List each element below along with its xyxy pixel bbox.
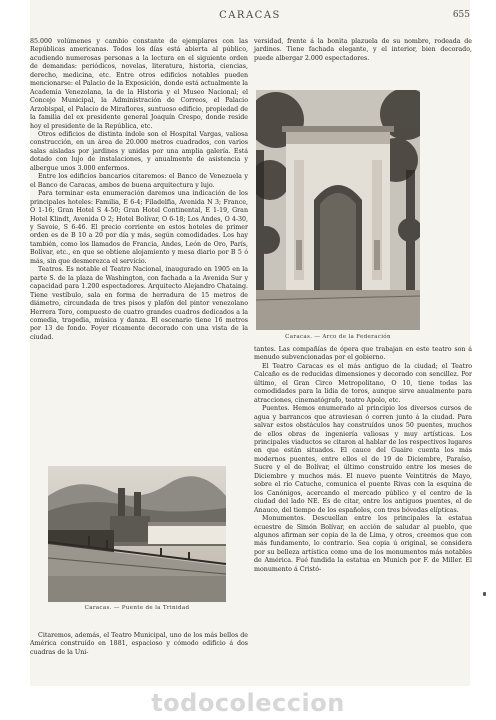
paragraph: Teatros. Es notable el Teatro Nacional, inaugurado en 1905 en la parte S. de la plaza de Washington, con fachada a la Avenida Sur y capacidad para 1.200 espectadores. Arquitecto Alejandro Chataing. Tiene vestíbulo, sala en forma de herradura de 15 metros de diámetro, circundada de tres pisos y plafón del pintor venezolano Herrera Toro, compuesto de cuatro grandes cuadros dedicados a la comedia, tragedia, música y danza. El escenario tiene 16 metros por 13 de fondo. Foyer ricamente decorado con una vista de la ciudad.: [30, 266, 248, 341]
figure-caption: Caracas. — Arco de la Federación: [285, 334, 391, 340]
paragraph: Puentes. Hemos enumerado al principio los diversos cursos de agua y barrancos que atraviesan ó corren junto á la ciudad. Para salvar estos obstáculos hay construídos unos 50 puentes, muchos de ellos obras de ingeniería valiosas y muy artísticas. Los principales viaductos se citaron al hablar de los respectivos lugares en que están situados. El cauce del Guaire cuenta los más modernos puentes, entre ellos el de 19 de Diciembre, Paraíso, Sucre y el de Bolívar, el último construído entre los meses de Diciembre y muchos más. El nuevo puente Veintitrés de Mayo, sobre el río Catuche, comunica el puente Rivas con la esquina de los Canónigos, acercando el mercado público y el centro de la ciudad del lado NE. Es de citar, entre los antiguos puentes, el de Anauco, del tiempo de los españoles, con tres bóvedas elípticas.: [254, 405, 472, 514]
figure-puente-trinidad: [48, 466, 226, 611]
paragraph: Monumentos. Descuellan entre los principales la estatua ecuestre de Simón Bolívar, en acción de saludar al pueblo, que algunos afirman ser copia de la de Lima, y otros, creemos que con más fundamento, lo contrario. Sea copia ú original, se considera por su belleza artística como una de los monumentos más notables de América. Fué fundida la estatua en Munich por F. de Miller. El monumento á Cristó-: [254, 515, 472, 573]
paragraph: Para terminar esta enumeración daremos una indicación de los principales hoteles: Familia, E 6-4; Filadelfia, Avenida N 3; France, O 1-16; Gran Hotel S 4-50; Gran Hotel Continental, E 1-19, Gran Hotel Klindt, Avenida O 2; Hotel Bolívar, O 6-18; Los Andes, O 4-30, y Savoie, S 6-46. El precio corriente en estos hoteles de primer orden es de B 10 a 20 por día y más, según comodidades. Los hay también, como los llamados de Francia, Andes, León de Oro, París, Bolívar, etc., en que se obtiene alojamiento y mesa diario por B 5 ó más, sin que desmerezca el servicio.: [30, 190, 248, 265]
page-number: 655: [452, 10, 470, 20]
paragraph: 85.000 volúmenes y cambio constante de ejemplares con las Repúblicas americanas. Todos los días está abierta al público, acudiendo numerosas personas a la lectura en el siguiente orden de demandas: periódicos, novelas, literatura, historia, ciencias, derecho, medicina, etc. Entre otros edificios notables pueden mencionarse: el Palacio de la Exposición, donde está actualmente la Academia Venezolana, la de la Historia y el Museo Nacional; el Concejo Municipal, la Administración de Correos, el Palacio Arzobispal, el Palacio de Miraflores, suntuoso edificio, propiedad de la familia del ex presidente general Joaquín Crespo, donde reside hoy el presidente de la República, etc.: [30, 38, 248, 130]
left-column: [30, 38, 248, 342]
paragraph: tantes. Las compañías de ópera que trabajan en este teatro son á menudo subvencionadas por el gobierno.: [254, 346, 472, 362]
paragraph: Citaremos, además, el Teatro Municipal, uno de los más bellos de América construído en 1881, espacioso y cómodo edificio á dos cuadras de la Uni-: [30, 632, 248, 656]
engraving-photo: [48, 466, 226, 602]
bridge-engraving: [48, 466, 226, 602]
running-title: CARACAS: [219, 10, 281, 21]
figure-caption: Caracas. — Puente de la Trinidad: [84, 605, 190, 611]
watermark: todocoleccion: [0, 686, 496, 720]
left-column-bottom: [30, 632, 248, 657]
pencil-mark: [483, 592, 486, 596]
figure-arco-federacion: [256, 90, 420, 340]
arch-engraving: [256, 90, 420, 330]
paragraph: Entre los edificios bancarios citaremos: el Banco de Venezuela y el Banco de Caracas, ambos de buena arquitectura y lujo.: [30, 173, 248, 189]
engraving-photo: [256, 90, 420, 330]
right-column: [254, 346, 472, 574]
paragraph: versidad, frente á la bonita plazuela de su nombre, rodeada de jardines. Tiene fachada elegante, y el interior, bien decorado, puede albergar 2.000 espectadores.: [254, 38, 472, 62]
page-header: [30, 10, 470, 24]
book-page: [30, 0, 470, 720]
paragraph: Otros edificios de distinta índole son el Hospital Vargas, valiosa construcción, en un área de 20.000 metros cuadrados, con varios salas aisladas por jardines y unidas por una amplia galería. Está dotado con lujo de instalaciones, y anualmente de asistencia y albergue unos 3.000 enfermos.: [30, 130, 248, 172]
paragraph: El Teatro Caracas es el más antiguo de la ciudad; el Teatro Calcaño es de reducidas dimensiones y decorado con sencillez. Por último, el Gran Circo Metropolitano, O 10, tiene todas las comodidades para la lidia de toros, aunque sirve anualmente para atracciones, cinematógrafo, teatro Apolo, etc.: [254, 362, 472, 404]
right-column-top: [254, 38, 472, 63]
